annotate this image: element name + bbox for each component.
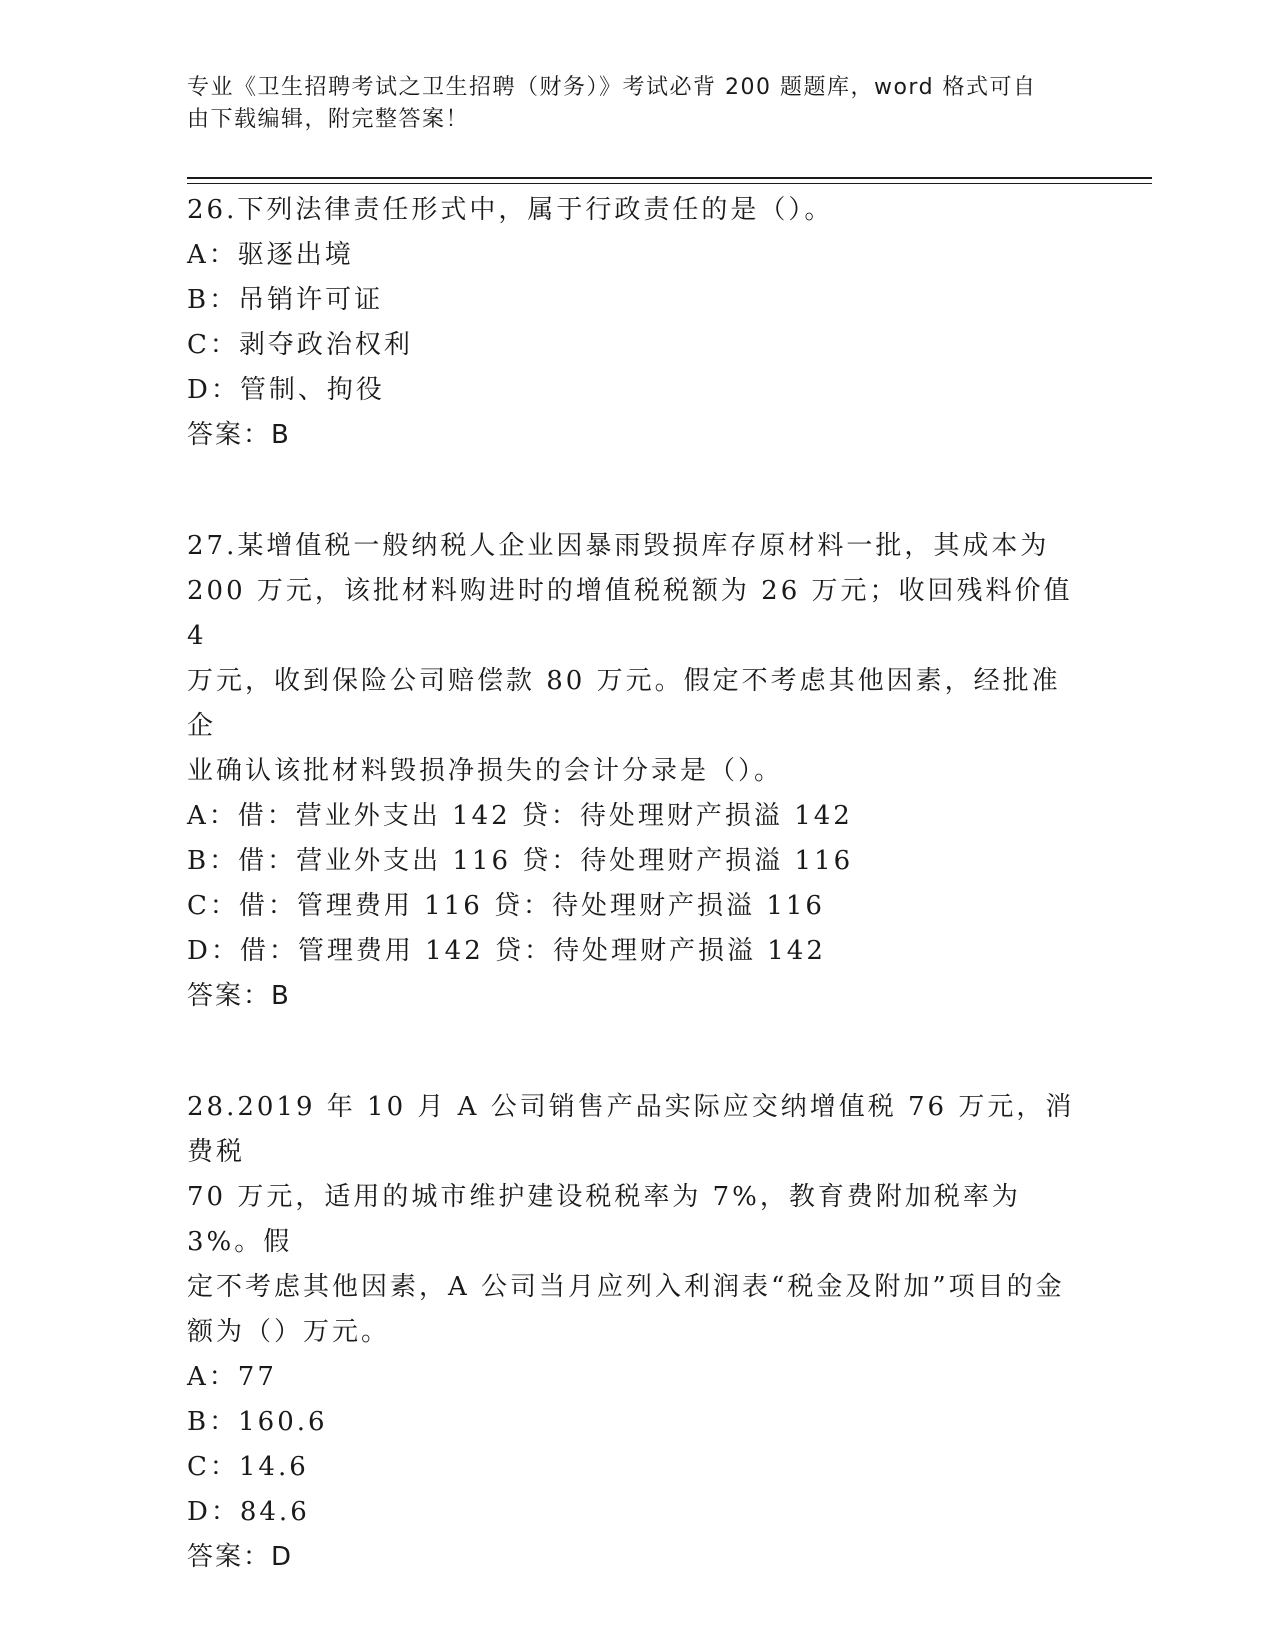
header-divider-thin bbox=[187, 183, 1152, 184]
question-list bbox=[187, 188, 1087, 1646]
option-d: D：借：管理费用 142 贷：待处理财产损溢 142 bbox=[187, 936, 826, 966]
option-a: A：77 bbox=[187, 1362, 277, 1392]
option-d: D：管制、拘役 bbox=[187, 375, 385, 405]
option-b: B：160.6 bbox=[187, 1407, 328, 1437]
header-line-1: 专业《卫生招聘考试之卫生招聘（财务）》考试必背 200 题题库，word 格式可自 bbox=[187, 75, 1037, 100]
header-divider-thick bbox=[187, 177, 1152, 179]
document-header bbox=[187, 72, 1067, 136]
option-b: B：吊销许可证 bbox=[187, 285, 384, 315]
question-27 bbox=[187, 524, 1087, 1019]
option-c: C：剥夺政治权利 bbox=[187, 330, 413, 360]
question-stem-line-3: 定不考虑其他因素，A 公司当月应列入利润表“税金及附加”项目的金 bbox=[187, 1272, 1065, 1302]
answer: 答案：B bbox=[187, 981, 291, 1011]
question-26 bbox=[187, 188, 1087, 458]
answer: 答案：D bbox=[187, 1542, 294, 1572]
question-stem-line-3: 万元，收到保险公司赔偿款 80 万元。假定不考虑其他因素，经批准企 bbox=[187, 666, 1061, 741]
question-stem-line-1: 27.某增值税一般纳税人企业因暴雨毁损库存原材料一批，其成本为 bbox=[187, 531, 1050, 561]
question-stem-line-1: 28.2019 年 10 月 A 公司销售产品实际应交纳增值税 76 万元，消费税 bbox=[187, 1092, 1075, 1167]
option-a: A：借：营业外支出 142 贷：待处理财产损溢 142 bbox=[187, 801, 853, 831]
option-b: B：借：营业外支出 116 贷：待处理财产损溢 116 bbox=[187, 846, 854, 876]
option-c: C：14.6 bbox=[187, 1452, 309, 1482]
question-stem-line-2: 200 万元，该批材料购进时的增值税税额为 26 万元；收回残料价值 4 bbox=[187, 576, 1073, 651]
answer: 答案：B bbox=[187, 420, 291, 450]
question-stem-line-4: 额为（）万元。 bbox=[187, 1317, 391, 1347]
question-28 bbox=[187, 1085, 1087, 1580]
header-line-2: 由下载编辑，附完整答案！ bbox=[187, 107, 470, 132]
option-d: D：84.6 bbox=[187, 1497, 310, 1527]
option-c: C：借：管理费用 116 贷：待处理财产损溢 116 bbox=[187, 891, 825, 921]
question-stem: 26.下列法律责任形式中，属于行政责任的是（）。 bbox=[187, 195, 834, 225]
question-stem-line-4: 业确认该批材料毁损净损失的会计分录是（）。 bbox=[187, 756, 784, 786]
option-a: A：驱逐出境 bbox=[187, 240, 354, 270]
question-stem-line-2: 70 万元，适用的城市维护建设税税率为 7%，教育费附加税率为 3%。假 bbox=[187, 1182, 1021, 1257]
